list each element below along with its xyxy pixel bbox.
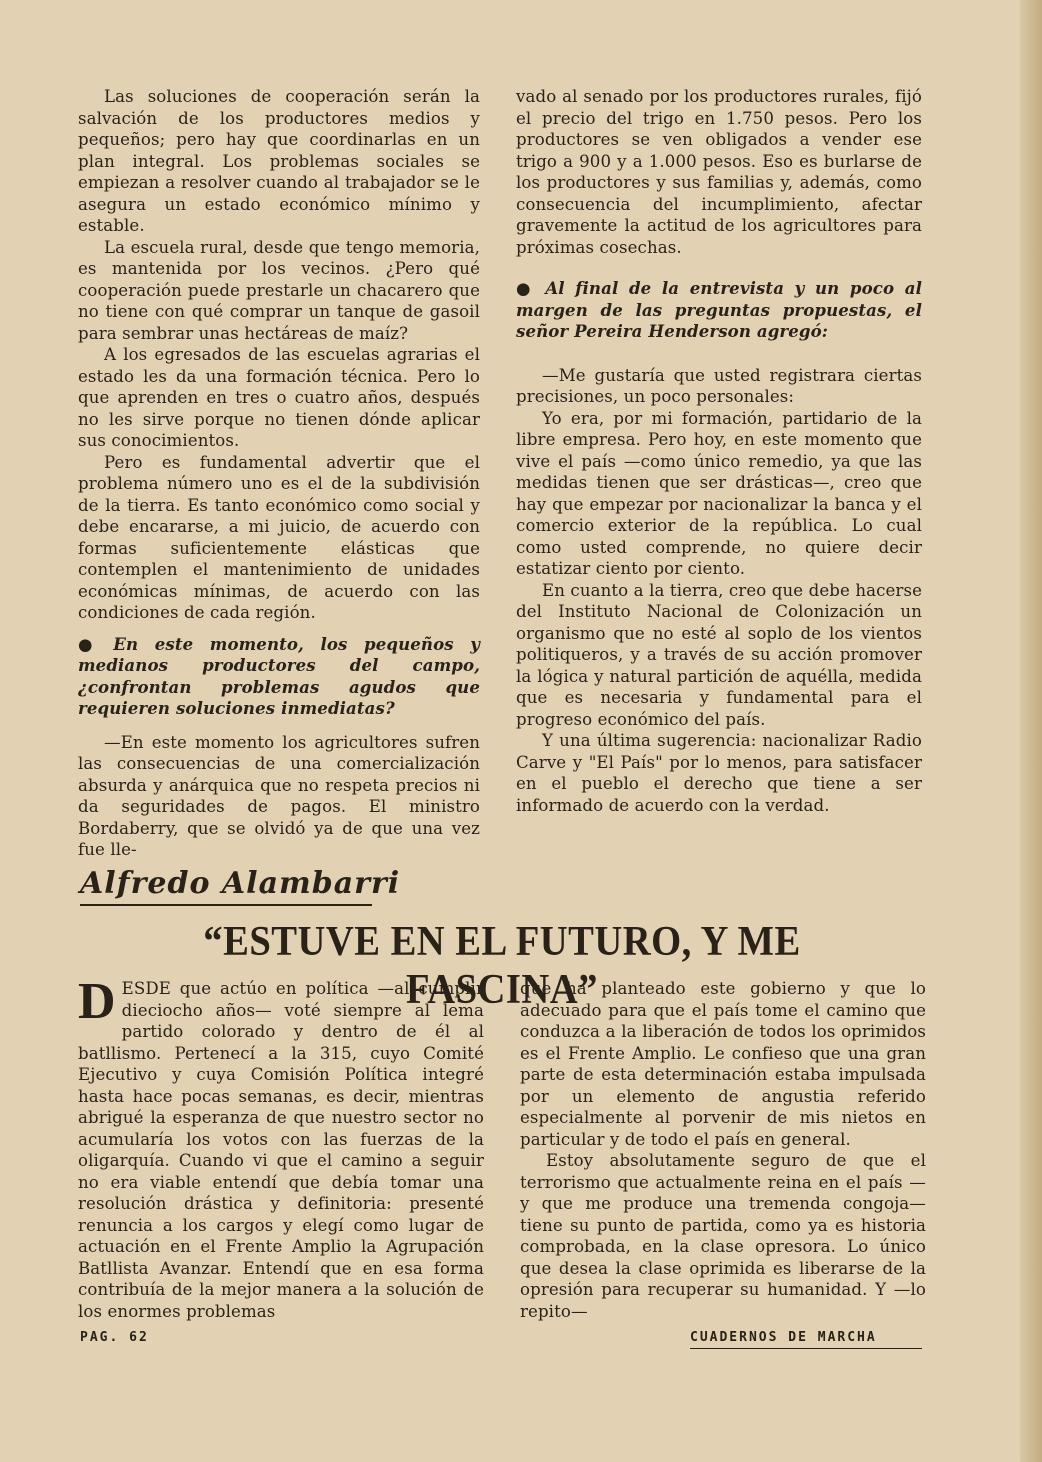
drop-cap: D <box>78 973 116 1030</box>
paragraph: En cuanto a la tierra, creo que debe hacerse del Instituto Nacional de Colonización un organismo que no esté al soplo de los vientos politiqueros, y a través de su acción promover la lógica y natural partición de aquélla, medida que es necesaria y fundamental para el progreso económico del país. <box>516 580 922 729</box>
page-number: PAG. 62 <box>80 1330 149 1345</box>
paragraph: Yo era, por mi formación, partidario de la libre empresa. Pero hoy, en este momento que vive el país —como único remedio, ya que las medidas tienen que ser drásticas—, creo que hay que empezar por nacionalizar la banca y el comercio exterior de la república. Lo cual como usted comprende, no quiere decir estatizar ciento por ciento. <box>516 408 922 578</box>
paragraph: Las soluciones de cooperación serán la salvación de los productores medios y pequeños; pero hay que coordinarlas en un plan integral. Los problemas sociales se empiezan a resolver cuando al trabajador se le asegura un estado económico mínimo y estable. <box>78 87 480 235</box>
paragraph: Pero es fundamental advertir que el problema número uno es el de la subdivisión de la tierra. Es tanto económico como social y debe encararse, a mi juicio, de acuerdo con formas suficientemente elásticas que contemplen el mantenimiento de unidades económicas mínimas, de acuerdo con las condiciones de cada región. <box>78 452 480 622</box>
paragraph: A los egresados de las escuelas agrarias el estado les da una formación técnica. Pero lo que aprenden en tres o cuatro años, después no les sirve porque no tienen dónde aplicar sus conocimientos. <box>78 345 480 450</box>
column-4 <box>520 978 926 1322</box>
author-name: Alfredo Alambarri <box>80 866 401 901</box>
page-edge <box>1020 0 1042 1462</box>
footer-underline <box>690 1348 922 1349</box>
bullet-icon: ● <box>516 278 536 298</box>
paragraph: que ha planteado este gobierno y que lo adecuado para que el país tome el camino que conduzca a la liberación de todos los oprimidos es el Frente Amplio. Le confieso que una gran parte de esta determinación estaba impulsada por un elemento de angustia referido especialmente al porvenir de mis nietos en particular y de todo el país en general. <box>520 979 926 1149</box>
paragraph: —Me gustaría que usted registrara ciertas precisiones, un poco personales: <box>516 365 922 406</box>
paragraph: La escuela rural, desde que tengo memoria, es mantenida por los vecinos. ¿Pero qué cooperación puede prestarle un chacarero que no tiene con qué comprar un tanque de gasoil para sembrar unas hectáreas de maíz? <box>78 237 480 343</box>
publication-name: CUADERNOS DE MARCHA <box>690 1330 877 1345</box>
question-text: Al final de la entrevista y un poco al margen de las preguntas propuestas, el señor Pereira Henderson agregó: <box>516 278 922 341</box>
column-2 <box>516 86 922 816</box>
question-text: En este momento, los pequeños y medianos productores del campo, ¿confrontan problemas agudos que requieren soluciones inmediatas? <box>78 633 480 718</box>
paragraph: vado al senado por los productores rurales, fijó el precio del trigo en 1.750 pesos. Pero los productores se ven obligados a vender ese trigo a 900 y a 1.000 pesos. Eso es burlarse de los productores y sus familias y, además, como consecuencia del incumplimiento, afectar gravemente la actitud de los agricultores para próximas cosechas. <box>516 87 922 257</box>
column-1 <box>78 86 480 861</box>
bullet-icon: ● <box>78 633 104 654</box>
paragraph-text: ESDE que actúo en política —al cumplir dieciocho años— voté siempre al lema partido colorado y dentro de él al batllismo. Pertenecí a la 315, cuyo Comité Ejecutivo y cuya Comisión Política integré hasta hace pocas semanas, es decir, mientras abrigué la esperanza de que nuestro sector no acumularía los votos con las fuerzas de la oligarquía. Cuando vi que el camino a seguir no era viable entendí que debía tomar una resolución drástica y definitoria: presenté renuncia a los cargos y elegí como lugar de actuación en el Frente Amplio la Agrupación Batllista Avanzar. Entendí que en esa forma contribuía de la mejor manera a la solución de los enormes problemas <box>78 979 484 1321</box>
paragraph: Estoy absolutamente seguro de que el terrorismo que actualmente reina en el país —y que me produce una tremenda congoja— tiene su punto de partida, como ya es historia comprobada, en la clase opresora. Lo único que desea la clase oprimida es liberarse de la opresión para recuperar su humanidad. Y —lo repito— <box>520 1151 926 1321</box>
author-underline <box>80 904 372 906</box>
interview-question <box>516 278 922 343</box>
paragraph <box>78 973 484 1322</box>
column-3 <box>78 973 484 1322</box>
paragraph: —En este momento los agricultores sufren las consecuencias de una comercialización absurda y anárquica que no respeta precios ni da seguridades de pagos. El ministro Bordaberry, que se olvidó ya de que una vez fue lle- <box>78 732 480 859</box>
paragraph: Y una última sugerencia: nacionalizar Radio Carve y "El País" por lo menos, para satisfacer en el pueblo el derecho que tiene a ser informado de acuerdo con la verdad. <box>516 731 922 815</box>
article-headline: “ESTUVE EN EL FUTURO, Y ME FASCINA” <box>203 919 801 1013</box>
interview-question <box>78 634 480 720</box>
